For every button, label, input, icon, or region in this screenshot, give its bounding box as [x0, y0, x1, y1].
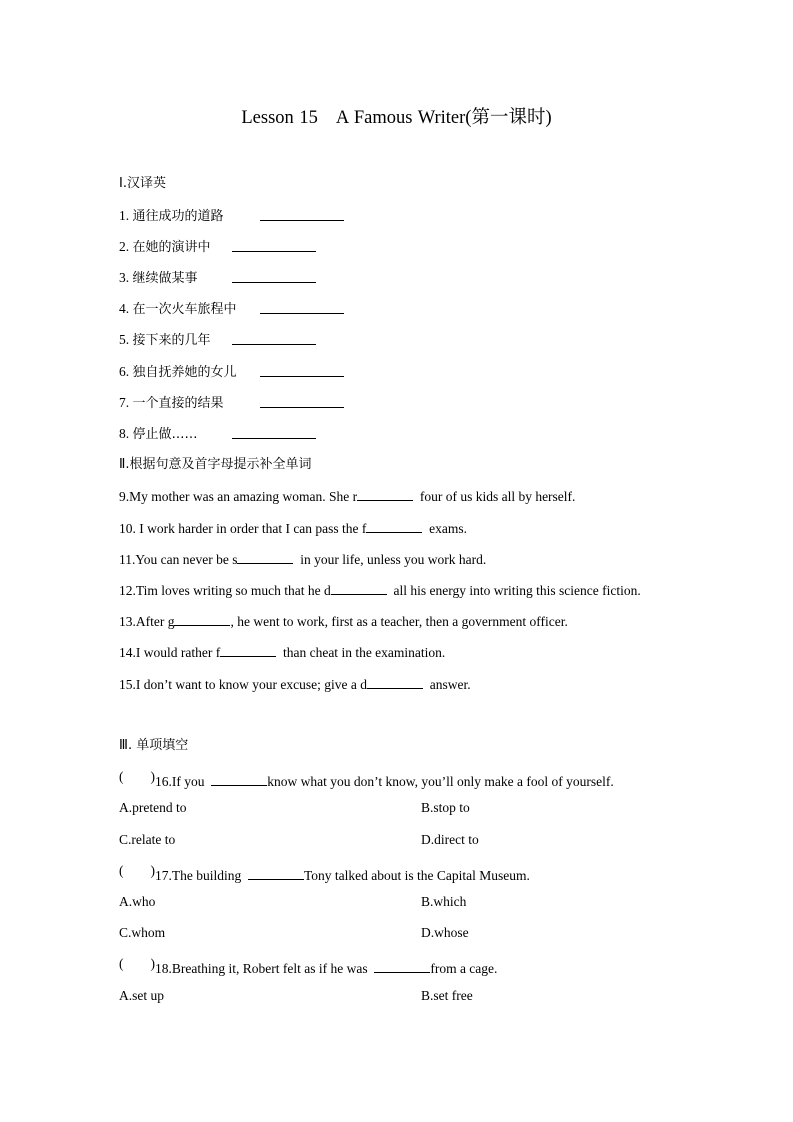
q16-option-b: B.stop to [421, 800, 470, 815]
s2-item-15: 15.I don’t want to know your excuse; give a d answer. [119, 677, 471, 692]
q18-option-a: A.set up [119, 988, 164, 1003]
q16-option-a: A.pretend to [119, 800, 187, 815]
q16-option-c: C.relate to [119, 832, 176, 847]
section1-heading: Ⅰ.汉译英 [119, 176, 166, 191]
question-16: ( ) 16.If you know what you don’t know, you’ll only make a fool of yourself. [119, 769, 614, 789]
q17-option-a: A.who [119, 894, 156, 909]
lesson-name: A Famous Writer(第一课时) [335, 108, 552, 128]
s1-item-8: 8. 停止做…… [119, 425, 198, 444]
question-18: ( ) 18.Breathing it, Robert felt as if he was from a cage. [119, 956, 498, 976]
s1-item-4: 4. 在一次火车旅程中 [119, 300, 237, 319]
s2-item-10: 10. I work harder in order that I can pass the f exams. [119, 521, 468, 536]
s1-item-2: 2. 在她的演讲中 [119, 238, 211, 257]
s2-item-12: 12.Tim loves writing so much that he d all his energy into writing this science fiction. [119, 583, 641, 598]
q18-option-b: B.set free [421, 988, 473, 1003]
s2-item-14: 14.I would rather f than cheat in the examination. [119, 645, 446, 660]
section3-heading: Ⅲ. 单项填空 [119, 738, 189, 753]
q17-option-d: D.whose [421, 925, 469, 940]
s1-item-6: 6. 独自抚养她的女儿 [119, 363, 237, 382]
question-17: ( ) 17.The building Tony talked about is the Capital Museum. [119, 863, 530, 883]
answer-paren: ( ) [119, 769, 155, 784]
page-title [0, 106, 793, 130]
s2-item-9: 9.My mother was an amazing woman. She r four of us kids all by herself. [119, 489, 576, 504]
s2-item-13: 13.After g , he went to work, first as a teacher, then a government officer. [119, 614, 568, 629]
q17-option-c: C.whom [119, 925, 166, 940]
section2-heading: Ⅱ.根据句意及首字母提示补全单词 [119, 457, 312, 472]
answer-paren: ( ) [119, 956, 155, 971]
s1-item-5: 5. 接下来的几年 [119, 331, 211, 350]
s1-item-7: 7. 一个直接的结果 [119, 394, 224, 413]
answer-paren: ( ) [119, 863, 155, 878]
q17-option-b: B.which [421, 894, 467, 909]
s1-item-1: 1. 通往成功的道路 [119, 207, 224, 226]
q16-option-d: D.direct to [421, 832, 479, 847]
s2-item-11: 11.You can never be s in your life, unless you work hard. [119, 552, 487, 567]
lesson-number: Lesson 15 [241, 108, 318, 128]
s1-item-3: 3. 继续做某事 [119, 269, 198, 288]
